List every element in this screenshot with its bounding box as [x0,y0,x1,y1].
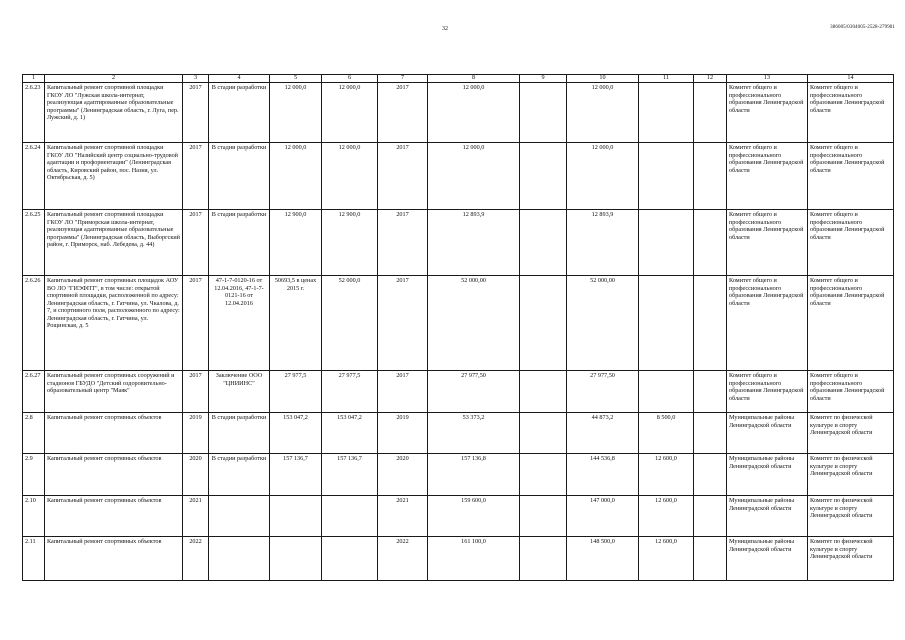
table-cell-no: 2.9 [23,454,45,496]
table-row [23,276,894,371]
table-cell-c13: Комитет общего и профессионального образования Ленинградской области [727,276,808,371]
table-cell-no: 2.6.24 [23,143,45,210]
table-cell-c10: 44 873,2 [567,413,639,454]
table-row [23,413,894,454]
table-cell-year: 2017 [183,143,209,210]
table-cell-c13: Комитет общего и профессионального образования Ленинградской области [727,143,808,210]
table-cell-name: Капитальный ремонт спортивной площадки ГКОУ ЛО "Назийский центр социально-трудовой адаптации и профориентации" (Ленинградская область, Кировский район, пос. Назия, ул. Октябрьская, д. 5) [45,143,183,210]
table-cell-c6 [322,537,378,581]
table-cell-c6: 27 977,5 [322,371,378,413]
table-cell-c6 [322,496,378,537]
table-cell-c7: 2017 [378,83,428,143]
table-cell-c14: Комитет по физической культуре и спорту Ленинградской области [808,413,894,454]
table-cell-status: В стадии разработки [209,454,270,496]
table-cell-c11: 8 500,0 [639,413,694,454]
table-cell-no: 2.8 [23,413,45,454]
table-cell-c11 [639,210,694,276]
table-cell-name: Капитальный ремонт спортивных объектов [45,454,183,496]
table-cell-c10: 52 000,00 [567,276,639,371]
table-cell-name: Капитальный ремонт спортивной площадки ГКОУ ЛО "Приморская школа-интернат, реализующая адаптированные образовательные программы" (Ленинградская область, Выборгский район, г. Приморск, наб. Лебедева, д. 44) [45,210,183,276]
table-cell-c7: 2017 [378,276,428,371]
table-cell-name: Капитальный ремонт спортивных объектов [45,537,183,581]
column-header: 7 [378,75,428,83]
table-cell-c8: 12 893,9 [428,210,520,276]
table-cell-c14: Комитет общего и профессионального образования Ленинградской области [808,276,894,371]
table-cell-c8: 159 600,0 [428,496,520,537]
table-cell-c13: Комитет общего и профессионального образования Ленинградской области [727,371,808,413]
table-cell-c9 [520,143,567,210]
table-row [23,537,894,581]
table-cell-c5: 12 000,0 [270,143,322,210]
table-cell-c12 [694,276,727,371]
table-cell-c5: 50693,5 в ценах 2015 г. [270,276,322,371]
table-cell-c12 [694,83,727,143]
table-cell-status: В стадии разработки [209,413,270,454]
table-cell-name: Капитальный ремонт спортивных сооружений и стадионов ГБУДО "Детский оздоровительно-образовательный центр "Маяк" [45,371,183,413]
column-header: 4 [209,75,270,83]
table-cell-c10: 27 977,50 [567,371,639,413]
table-cell-c8: 157 136,8 [428,454,520,496]
table-cell-c14: Комитет общего и профессионального образования Ленинградской области [808,83,894,143]
table-cell-c6: 153 047,2 [322,413,378,454]
table-cell-c5: 153 047,2 [270,413,322,454]
table-cell-status [209,496,270,537]
table-cell-c7: 2022 [378,537,428,581]
table-cell-c14: Комитет по физической культуре и спорту Ленинградской области [808,454,894,496]
table-cell-status [209,537,270,581]
table-cell-no: 2.6.27 [23,371,45,413]
table-cell-c12 [694,143,727,210]
table-cell-c7: 2017 [378,143,428,210]
table-row [23,496,894,537]
table-row [23,143,894,210]
table-cell-c12 [694,454,727,496]
table-cell-year: 2022 [183,537,209,581]
table-cell-c14: Комитет общего и профессионального образования Ленинградской области [808,210,894,276]
table-cell-c6: 12 000,0 [322,143,378,210]
table-cell-c13: Муниципальные районы Ленинградской области [727,413,808,454]
table-cell-c8: 52 000,00 [428,276,520,371]
table-cell-c10: 148 500,0 [567,537,639,581]
table-cell-c8: 53 373,2 [428,413,520,454]
table-cell-c5: 27 977,5 [270,371,322,413]
table-cell-c9 [520,454,567,496]
table-cell-c12 [694,210,727,276]
table-cell-name: Капитальный ремонт спортивных площадок АОУ ВО ЛО "ГИЭФПТ", в том числе: открытой спортивной площадки, расположенной по адресу: Ленинградская область, г. Гатчина, ул. Чкалова, д. 7, и спортивного поля, расположенного по адресу: Ленинградская область, г. Гатчина, ул. Рощинская, д. 5 [45,276,183,371]
table-row [23,83,894,143]
table-cell-c6: 157 136,7 [322,454,378,496]
table-cell-c13: Муниципальные районы Ленинградской области [727,537,808,581]
column-header: 11 [639,75,694,83]
table-cell-c9 [520,496,567,537]
table-cell-c14: Комитет общего и профессионального образования Ленинградской области [808,371,894,413]
table-cell-c7: 2017 [378,210,428,276]
table-cell-c8: 161 100,0 [428,537,520,581]
table-cell-c5 [270,537,322,581]
table-cell-no: 2.6.26 [23,276,45,371]
table-cell-year: 2017 [183,83,209,143]
table-cell-c7: 2021 [378,496,428,537]
program-table [22,74,894,581]
table-cell-c13: Муниципальные районы Ленинградской области [727,496,808,537]
table-cell-no: 2.11 [23,537,45,581]
table-cell-c9 [520,83,567,143]
table-cell-status: В стадии разработки [209,143,270,210]
table-cell-c12 [694,537,727,581]
table-cell-c8: 12 000,0 [428,83,520,143]
column-header: 12 [694,75,727,83]
table-cell-year: 2021 [183,496,209,537]
table-cell-c9 [520,276,567,371]
table-cell-c5: 12 000,0 [270,83,322,143]
column-header: 6 [322,75,378,83]
table-cell-c11 [639,143,694,210]
table-cell-c11: 12 600,0 [639,496,694,537]
table-cell-year: 2019 [183,413,209,454]
table-cell-c11: 12 600,0 [639,454,694,496]
column-header: 10 [567,75,639,83]
table-cell-c7: 2020 [378,454,428,496]
column-header: 1 [23,75,45,83]
table-cell-c9 [520,210,567,276]
table-cell-c12 [694,496,727,537]
document-code: 386005/0304005-2528-279901 [830,25,895,30]
table-cell-no: 2.6.23 [23,83,45,143]
table-cell-c11 [639,371,694,413]
table-cell-c6: 12 900,0 [322,210,378,276]
table-cell-status: 47-1-7-0120-16 от 12.04.2016, 47-1-7-0121-16 от 12.04.2016 [209,276,270,371]
table-cell-c10: 12 000,0 [567,143,639,210]
table-cell-c9 [520,537,567,581]
table-cell-c11 [639,276,694,371]
table-cell-name: Капитальный ремонт спортивных объектов [45,496,183,537]
table-cell-no: 2.10 [23,496,45,537]
column-header: 9 [520,75,567,83]
column-header: 13 [727,75,808,83]
table-cell-c13: Комитет общего и профессионального образования Ленинградской области [727,210,808,276]
column-header: 2 [45,75,183,83]
table-cell-c6: 52 000,0 [322,276,378,371]
table-cell-c5: 157 136,7 [270,454,322,496]
table-header-row [23,75,894,83]
column-header: 8 [428,75,520,83]
table-cell-c12 [694,413,727,454]
table-cell-year: 2017 [183,210,209,276]
table-cell-c10: 147 000,0 [567,496,639,537]
table-cell-c10: 144 536,8 [567,454,639,496]
table-cell-c5 [270,496,322,537]
table-cell-year: 2017 [183,371,209,413]
table-cell-c13: Комитет общего и профессионального образования Ленинградской области [727,83,808,143]
table-cell-c11: 12 600,0 [639,537,694,581]
table-row [23,371,894,413]
table-cell-c14: Комитет по физической культуре и спорту Ленинградской области [808,537,894,581]
table-cell-c13: Муниципальные районы Ленинградской области [727,454,808,496]
table-cell-c7: 2017 [378,371,428,413]
column-header: 14 [808,75,894,83]
table-cell-c6: 12 000,0 [322,83,378,143]
table-cell-c14: Комитет общего и профессионального образования Ленинградской области [808,143,894,210]
table-cell-status: В стадии разработки [209,83,270,143]
table-cell-status: Заключение ООО "ЦНИИНС" [209,371,270,413]
table-cell-name: Капитальный ремонт спортивной площадки ГКОУ ЛО "Лужская школа-интернат, реализующая адаптированные образовательные программы" (Ленинградская область, г. Луга, пер. Лужский, д. 1) [45,83,183,143]
table-cell-year: 2017 [183,276,209,371]
table-cell-c10: 12 893,9 [567,210,639,276]
column-header: 5 [270,75,322,83]
table-cell-c9 [520,371,567,413]
table-cell-c11 [639,83,694,143]
page-number: 32 [442,26,448,32]
table-row [23,210,894,276]
table-cell-no: 2.6.25 [23,210,45,276]
table-cell-name: Капитальный ремонт спортивных объектов [45,413,183,454]
table-cell-c7: 2019 [378,413,428,454]
table-cell-c12 [694,371,727,413]
table-row [23,454,894,496]
table-cell-c10: 12 000,0 [567,83,639,143]
table-cell-c8: 12 000,0 [428,143,520,210]
column-header: 3 [183,75,209,83]
table-cell-c14: Комитет по физической культуре и спорту Ленинградской области [808,496,894,537]
table-cell-c5: 12 900,0 [270,210,322,276]
table-cell-c8: 27 977,50 [428,371,520,413]
table-cell-year: 2020 [183,454,209,496]
table-cell-status: В стадии разработки [209,210,270,276]
table-cell-c9 [520,413,567,454]
